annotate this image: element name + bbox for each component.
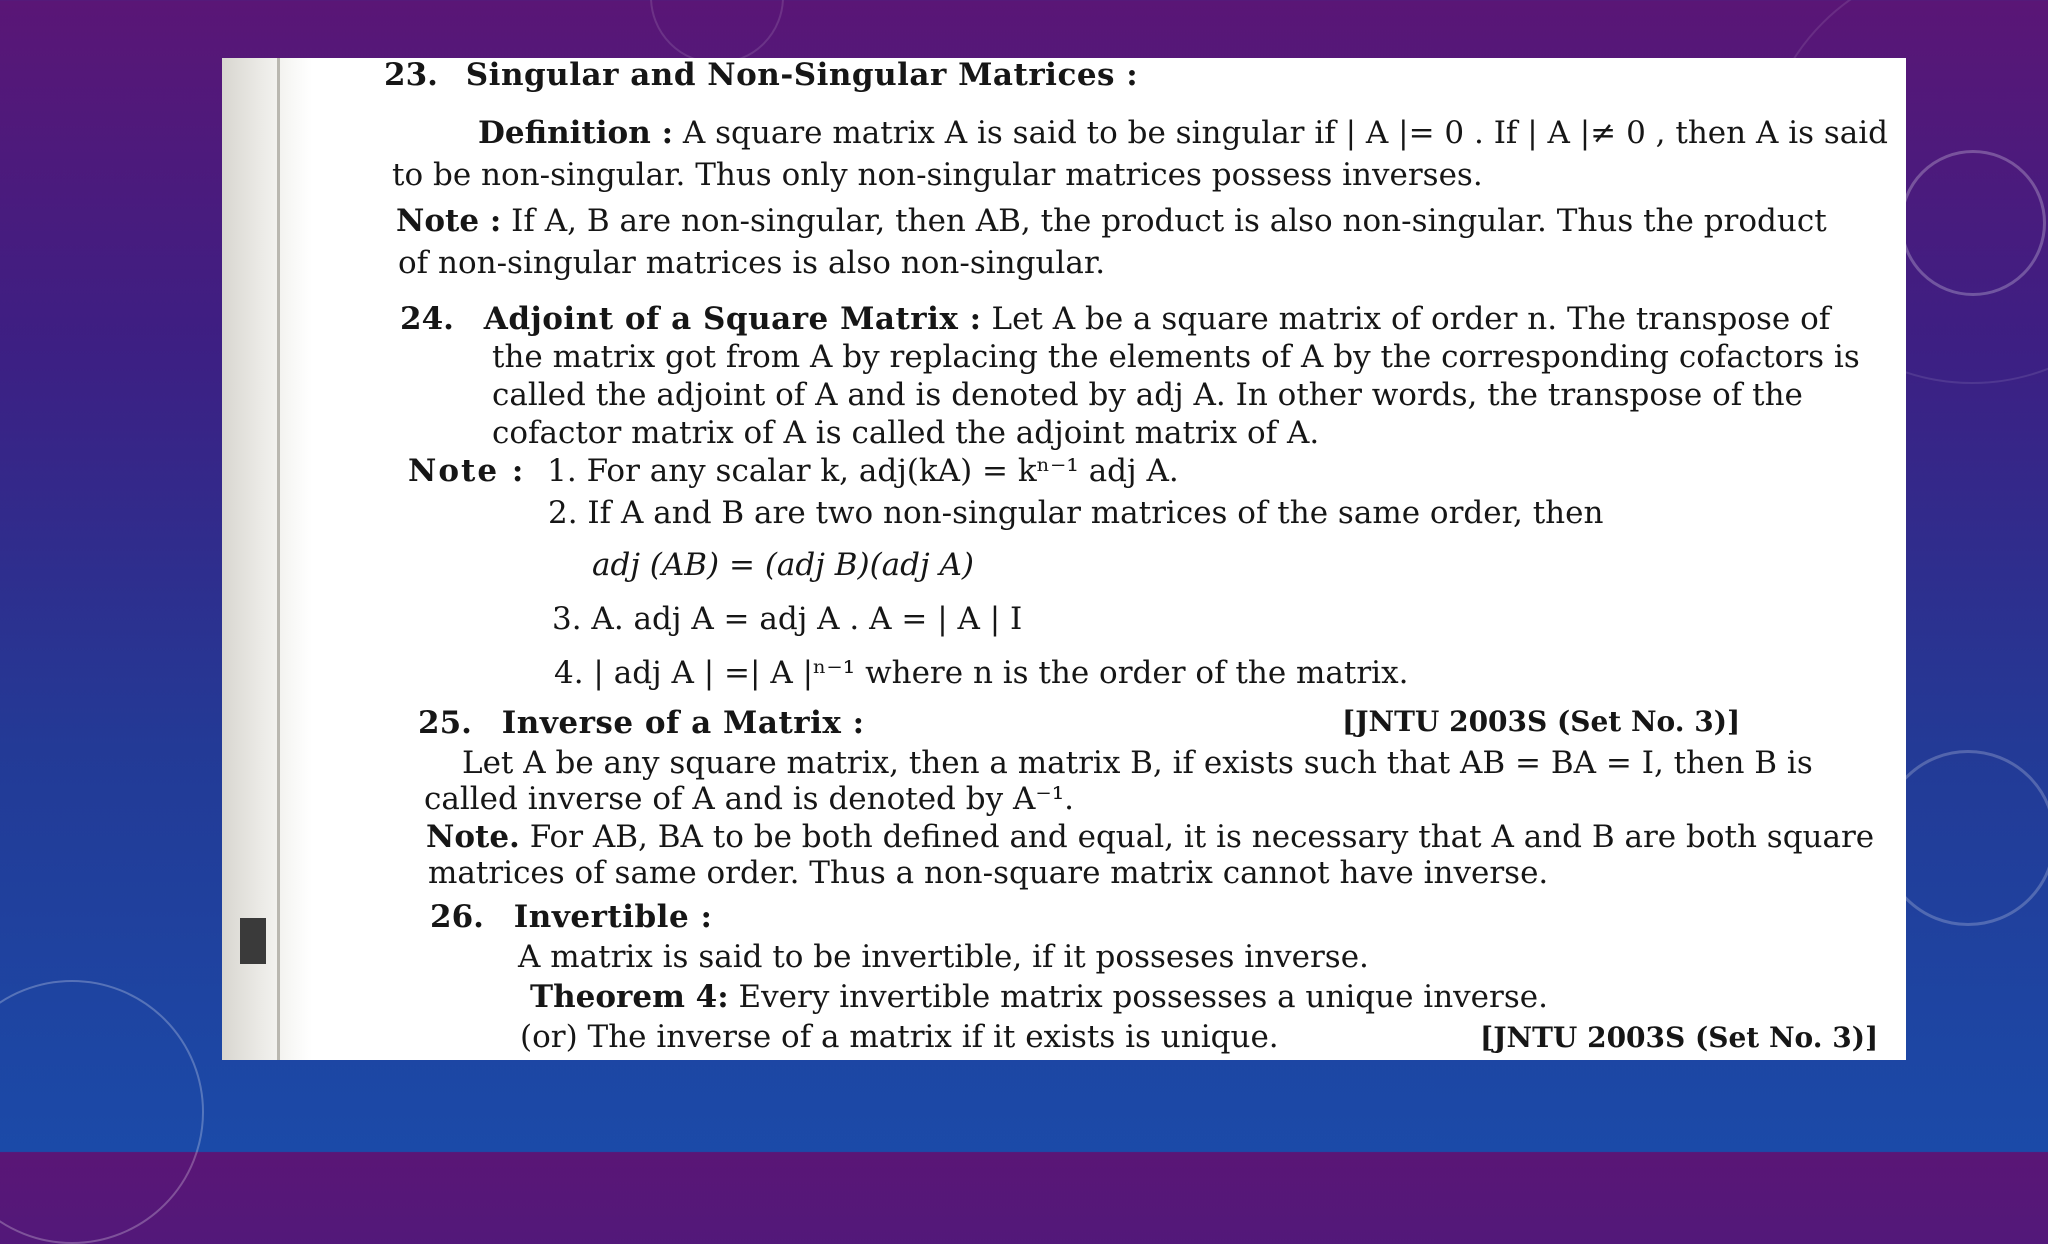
section-23-number: 23. bbox=[384, 58, 438, 93]
section-26-heading bbox=[430, 899, 713, 935]
note-23-label: Note : bbox=[396, 203, 502, 239]
definition-text-1: A square matrix A is said to be singular if | A |= 0 . If | A |≠ 0 , then A is said bbox=[682, 115, 1889, 151]
section-24-text-3: called the adjoint of A and is denoted by adj A. In other words, the transpose of the bbox=[492, 377, 1803, 413]
note-23-text-1: If A, B are non-singular, then AB, the product is also non-singular. Thus the product bbox=[511, 203, 1827, 239]
note-24-item-2: 2. If A and B are two non-singular matrices of the same order, then bbox=[548, 495, 1604, 531]
section-24-title: Adjoint of a Square Matrix : bbox=[483, 301, 982, 337]
section-25-line-1 bbox=[462, 745, 1813, 781]
note-23-line-2 bbox=[398, 245, 1106, 281]
note-25-text-2: matrices of same order. Thus a non-square matrix cannot have inverse. bbox=[428, 855, 1549, 891]
note-25-line-2 bbox=[428, 855, 1549, 891]
adjoint-product-formula: adj (AB) = (adj B)(adj A) bbox=[592, 547, 974, 583]
note-24-item-1: 1. For any scalar k, adj(kA) = kⁿ⁻¹ adj A. bbox=[547, 453, 1179, 489]
decorative-ring-right-mid bbox=[1900, 150, 2046, 296]
decorative-ring-left-bottom bbox=[0, 980, 204, 1244]
note-24-label: Note : bbox=[408, 453, 526, 489]
section-26-source-text: [JNTU 2003S (Set No. 3)] bbox=[1480, 1021, 1879, 1054]
section-25-heading bbox=[418, 705, 865, 741]
note-24-item-2-line bbox=[548, 495, 1604, 531]
section-26-text-1: A matrix is said to be invertible, if it posseses inverse. bbox=[518, 939, 1369, 975]
section-24-text-1: Let A be a square matrix of order n. The transpose of bbox=[991, 301, 1831, 337]
theorem-4-text: Every invertible matrix possesses a unique inverse. bbox=[738, 979, 1548, 1015]
section-25-line-2 bbox=[424, 781, 1075, 817]
section-24-line-3 bbox=[492, 377, 1803, 413]
note-25-line-1 bbox=[426, 819, 1875, 855]
section-26-title: Invertible : bbox=[513, 899, 713, 935]
theorem-4-line bbox=[530, 979, 1548, 1015]
note-24-item-4-line bbox=[554, 655, 1409, 691]
decorative-ring-top bbox=[650, 0, 784, 64]
section-25-source bbox=[1342, 705, 1741, 738]
document-page bbox=[222, 58, 1906, 1060]
theorem-4-or-line bbox=[520, 1019, 1279, 1055]
section-25-number: 25. bbox=[418, 705, 472, 741]
note-24-item-4: 4. | adj A | =| A |ⁿ⁻¹ where n is the order of the matrix. bbox=[554, 655, 1409, 691]
section-24-line-2 bbox=[492, 339, 1860, 375]
section-26-source bbox=[1480, 1021, 1879, 1054]
note-23-text-2: of non-singular matrices is also non-singular. bbox=[398, 245, 1106, 281]
theorem-4-label: Theorem 4: bbox=[530, 979, 729, 1015]
note-24-item-3-line bbox=[552, 601, 1023, 637]
note-25-text-1: For AB, BA to be both defined and equal, it is necessary that A and B are both square bbox=[529, 819, 1875, 855]
section-24-heading bbox=[400, 301, 1831, 337]
note-23-line-1 bbox=[396, 203, 1827, 239]
section-25-source-text: [JNTU 2003S (Set No. 3)] bbox=[1342, 705, 1741, 738]
note-24-line-1 bbox=[408, 453, 1179, 489]
section-25-text-1: Let A be any square matrix, then a matrix B, if exists such that AB = BA = I, then B is bbox=[462, 745, 1813, 781]
section-26-line-1 bbox=[518, 939, 1369, 975]
section-23-heading bbox=[384, 60, 1138, 91]
section-24-text-4: cofactor matrix of A is called the adjoint matrix of A. bbox=[492, 415, 1320, 451]
section-25-title: Inverse of a Matrix : bbox=[501, 705, 865, 741]
note-25-label: Note. bbox=[426, 819, 520, 855]
section-23-title: Singular and Non-Singular Matrices : bbox=[465, 58, 1139, 93]
note-24-formula-line bbox=[592, 547, 974, 583]
section-24-line-4 bbox=[492, 415, 1320, 451]
section-24-number: 24. bbox=[400, 301, 454, 337]
definition-line-2 bbox=[392, 157, 1483, 193]
definition-line-1 bbox=[478, 115, 1889, 151]
section-25-text-2: called inverse of A and is denoted by A⁻¹. bbox=[424, 781, 1075, 817]
definition-text-2: to be non-singular. Thus only non-singular matrices possess inverses. bbox=[392, 157, 1483, 193]
section-26-number: 26. bbox=[430, 899, 484, 935]
note-24-item-3: 3. A. adj A = adj A . A = | A | I bbox=[552, 601, 1023, 637]
page-content bbox=[222, 58, 1906, 1060]
theorem-4-or-text: (or) The inverse of a matrix if it exists is unique. bbox=[520, 1019, 1279, 1055]
definition-label: Definition : bbox=[478, 115, 674, 151]
section-24-text-2: the matrix got from A by replacing the elements of A by the corresponding cofactors is bbox=[492, 339, 1860, 375]
